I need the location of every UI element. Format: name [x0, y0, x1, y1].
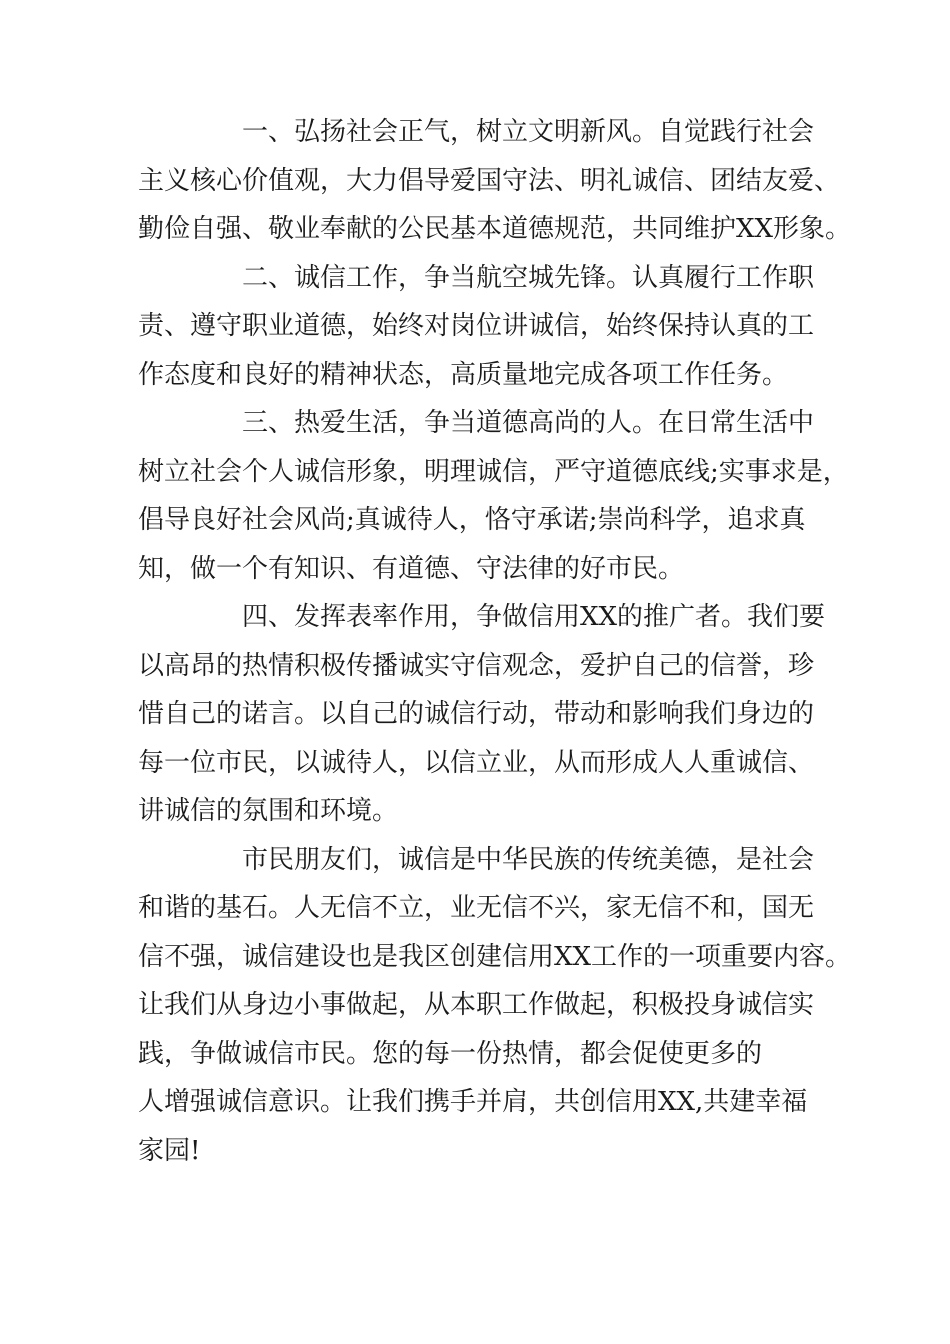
paragraph-5-line-4: 让我们从身边小事做起，从本职工作做起，积极投身诚信实 — [138, 990, 815, 1020]
paragraph-4-line-5: 讲诚信的氛围和环境。 — [138, 796, 399, 826]
paragraph-1-line-2: 主义核心价值观，大力倡导爱国守法、明礼诚信、团结友爱、 — [138, 165, 841, 196]
paragraph-5-line-5: 践，争做诚信市民。您的每一份热情，都会促使更多的 — [138, 1038, 763, 1069]
paragraph-5-line-1: 市民朋友们，诚信是中华民族的传统美德，是社会 — [242, 844, 815, 875]
paragraph-3-line-4: 知，做一个有知识、有道德、守法律的好市民。 — [138, 553, 685, 584]
paragraph-2-line-2: 责、遵守职业道德，始终对岗位讲诚信，始终保持认真的工 — [138, 311, 815, 341]
paragraph-1-line-1: 一、弘扬社会正气，树立文明新风。自觉践行社会 — [242, 117, 815, 147]
paragraph-5-line-3: 信不强，诚信建设也是我区创建信用XX工作的一项重要内容。 — [138, 941, 852, 972]
paragraph-3-line-1: 三、热爱生活，争当道德高尚的人。在日常生活中 — [242, 408, 815, 438]
paragraph-3-line-2: 树立社会个人诚信形象，明理诚信，严守道德底线;实事求是， — [138, 456, 849, 487]
paragraph-4-line-1: 四、发挥表率作用，争做信用XX的推广者。我们要 — [242, 602, 826, 632]
paragraph-4-line-2: 以高昂的热情积极传播诚实守信观念，爱护自己的信誉，珍 — [138, 650, 815, 681]
paragraph-5-line-7: 家园! — [138, 1135, 201, 1166]
paragraph-4-line-3: 惜自己的诺言。以自己的诚信行动，带动和影响我们身边的 — [138, 699, 815, 729]
paragraph-5-line-2: 和谐的基石。人无信不立，业无信不兴，家无信不和，国无 — [138, 893, 815, 923]
paragraph-5-line-6: 人增强诚信意识。让我们携手并肩，共创信用XX,共建幸福 — [138, 1087, 808, 1117]
document-body — [138, 108, 852, 1175]
paragraph-1-line-3: 勤俭自强、敬业奉献的公民基本道德规范，共同维护XX形象。 — [138, 214, 852, 244]
paragraph-4-line-4: 每一位市民，以诚待人，以信立业，从而形成人人重诚信、 — [138, 747, 815, 778]
paragraph-3-line-3: 倡导良好社会风尚;真诚待人，恪守承诺;崇尚科学，追求真 — [138, 505, 806, 535]
paragraph-2-line-3: 作态度和良好的精神状态，高质量地完成各项工作任务。 — [138, 359, 789, 390]
paragraph-2-line-1: 二、诚信工作，争当航空城先锋。认真履行工作职 — [242, 262, 815, 293]
